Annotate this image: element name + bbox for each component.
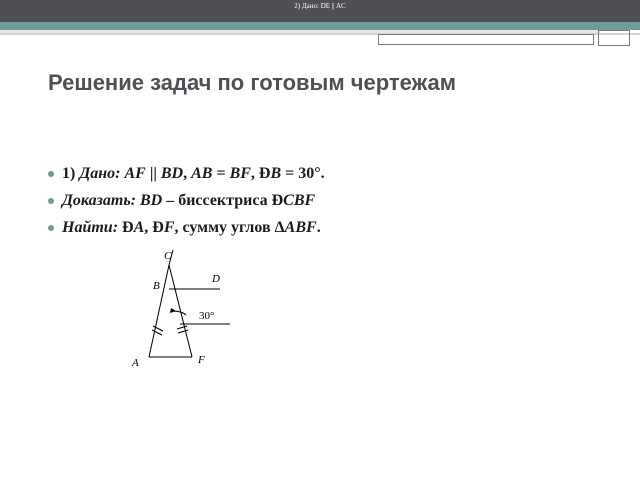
label-angle: 30° [199, 310, 215, 322]
label-b: B [153, 280, 160, 292]
decor-frame-right [598, 30, 630, 46]
label-c: C [164, 250, 172, 262]
slide-title: Решение задач по готовым чертежам [48, 70, 456, 95]
label-d: D [212, 273, 220, 285]
geometry-figure [120, 245, 250, 375]
decor-frame [378, 34, 594, 45]
bullet-list [48, 160, 325, 241]
bullet-icon [48, 225, 54, 231]
bullet-given: 1) Дано: AF || BD, AB = BF, ÐB = 30°. [48, 160, 325, 187]
teal-band [0, 22, 640, 30]
header-note: 2) Дано: DE || AC [294, 2, 346, 10]
bullet-icon [48, 198, 54, 204]
bullet-icon [48, 171, 54, 177]
label-f: F [198, 354, 205, 366]
tick-bf-1 [177, 326, 187, 329]
tick-bf-2 [178, 330, 188, 333]
line-ac [149, 265, 169, 357]
angle-arrow-icon [170, 308, 176, 313]
label-a: A [132, 357, 139, 369]
bullet-prove: Доказать: BD – биссектриса ÐCBF [48, 187, 325, 214]
bullet-find: Найти: ÐA, ÐF, сумму углов ΔABF. [48, 214, 325, 241]
